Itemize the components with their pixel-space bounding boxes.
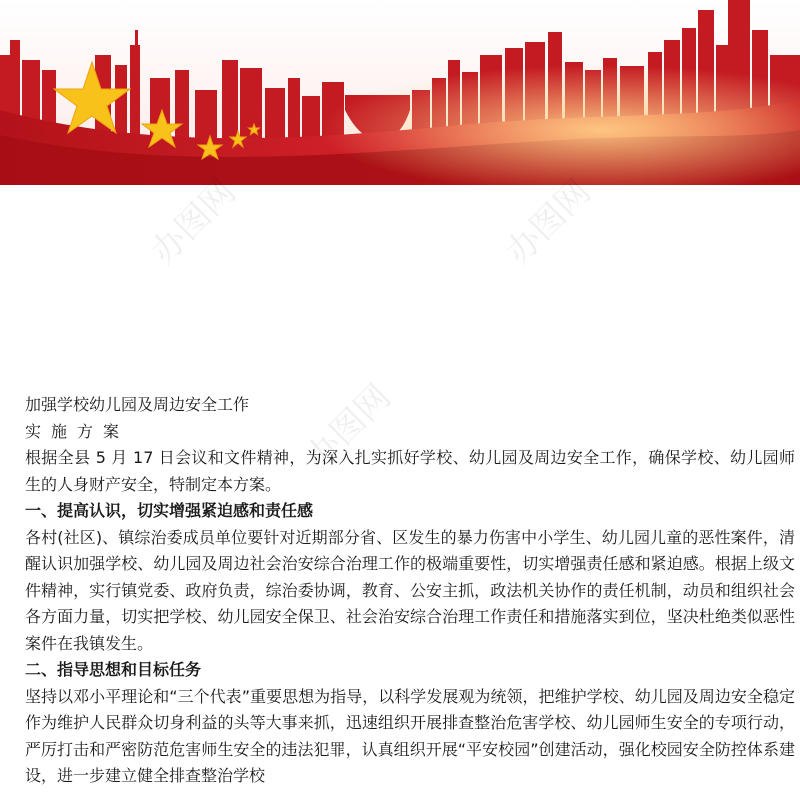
watermark: 办图网 (143, 171, 244, 273)
section-1-paragraph: 各村(社区)、镇综治委成员单位要针对近期部分省、区发生的暴力伤害中小学生、幼儿园儿童的恶性案件，清醒认识加强学校、幼儿园及周边社会治安综合治理工作的极端重要性，切实增强责任感和紧迫感。根据上级文件精神，实行镇党委、政府负责，综治委协调，教育、公安主抓，政法机关协作的责任机制，动员和组织社会各方面力量，切实把学校、幼儿园安全保卫、社会治安综合治理工作责任和措施落实到位，坚决杜绝类似恶性案件在我镇发生。 (25, 527, 795, 653)
document-body (25, 392, 795, 790)
watermark: 办图网 (298, 376, 399, 478)
section-2-paragraph: 坚持以邓小平理论和“三个代表”重要思想为指导，以科学发展观为统领，把维护学校、幼儿园及周边安全稳定作为维护人民群众切身利益的头等大事来抓，迅速组织开展排查整治危害学校、幼儿园师生安全的专项行动，严厉打击和严密防范危害师生安全的违法犯罪，认真组织开展“平安校园”创建活动，强化校园安全防控体系建设，进一步建立健全排查整治学校 (25, 686, 795, 785)
document-subtitle: 实施方案 (25, 421, 130, 441)
watermark: 办图网 (498, 171, 599, 273)
section-1-heading: 一、提高认识，切实增强紧迫感和责任感 (25, 501, 314, 520)
document-title: 加强学校幼儿园及周边安全工作 (25, 395, 250, 414)
header-banner (0, 0, 800, 185)
city-skyline-graphic (0, 0, 800, 185)
section-2-heading: 二、指导思想和目标任务 (25, 660, 202, 679)
intro-paragraph: 根据全县 5 月 17 日会议和文件精神，为深入扎实抓好学校、幼儿园及周边安全工作，确保学校、幼儿园师生的人身财产安全，特制定本方案。 (25, 448, 795, 494)
